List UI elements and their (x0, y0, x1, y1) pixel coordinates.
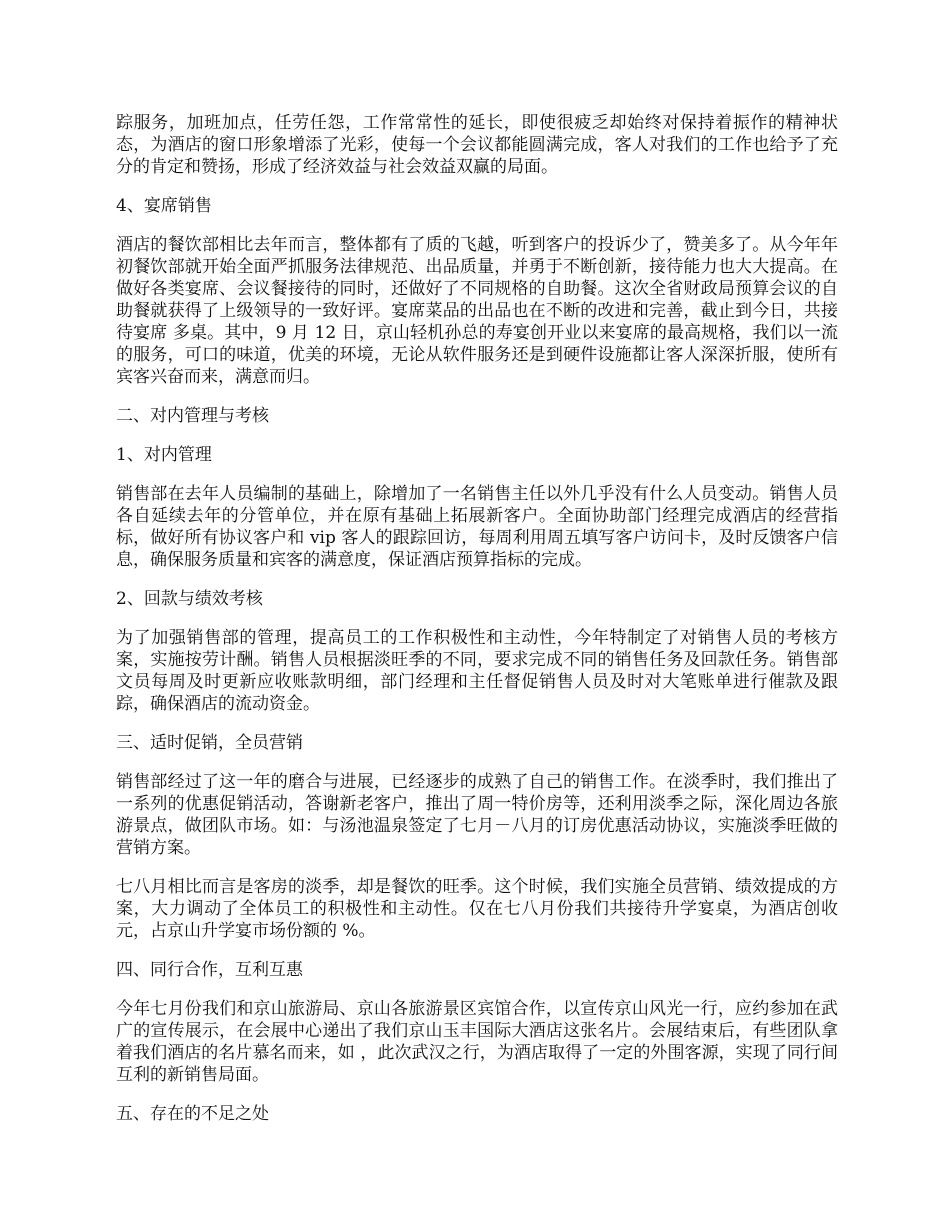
heading-internal-management: 1、对内管理 (116, 445, 212, 465)
heading-internal-management-assessment: 二、对内管理与考核 (116, 406, 269, 426)
paragraph-service-spirit: 踪服务，加班加点，任劳任怨，工作常常性的延长，即使很疲乏却始终对保持着振作的精神状态，为酒店的窗口形象增添了光彩，使每一个会议都能圆满完成，客人对我们的工作也给予了充分的肯定和赞扬，形成了经济效益与社会效益双赢的局面。 (116, 113, 838, 177)
heading-payment-performance: 2、回款与绩效考核 (116, 589, 263, 609)
heading-peer-cooperation: 四、同行合作，互利互惠 (116, 960, 303, 980)
paragraph-catering-dept: 酒店的餐饮部相比去年而言，整体都有了质的飞越，听到客户的投诉少了，赞美多了。从今年年初餐饮部就开始全面严抓服务法律规范、出品质量，并勇于不断创新，接待能力也大大提高。在做好各类宴席、会议餐接待的同时，还做好了不同规格的自助餐。这次全省财政局预算会议的自助餐就获得了上级领导的一致好评。宴席菜品的出品也在不断的改进和完善，截止到今日，共接待宴席 多桌。其中，9 月 12 日，京山轻机孙总的寿宴创开业以来宴席的最高规格，我们以一流的服务，可口的味道，优美的环境，无论从软件服务还是到硬件设施都让客人深深折服，使所有宾客兴奋而来，满意而归。 (116, 235, 838, 387)
paragraph-off-season-promotion: 销售部经过了这一年的磨合与进展，已经逐步的成熟了自己的销售工作。在淡季时，我们推出了一系列的优惠促销活动，答谢新老客户，推出了周一特价房等，还利用淡季之际，深化周边各旅游景点，做团队市场。如：与汤池温泉签定了七月－八月的订房优惠活动协议，实施淡季旺做的营销方案。 (116, 772, 838, 858)
paragraph-summer-banquets: 七八月相比而言是客房的淡季，却是餐饮的旺季。这个时候，我们实施全员营销、绩效提成的方案，大力调动了全体员工的积极性和主动性。仅在七八月份我们共接待升学宴桌，为酒店创收 元，占京山升学宴市场份额的 %。 (116, 877, 838, 941)
paragraph-sales-staffing: 销售部在去年人员编制的基础上，除增加了一名销售主任以外几乎没有什么人员变动。销售人员各自延续去年的分管单位，并在原有基础上拓展新客户。全面协助部门经理完成酒店的经营指标，做好所有协议客户和 vip 客人的跟踪回访，每周利用周五填写客户访问卡，及时反馈客户信息，确保服务质量和宾客的满意度，保证酒店预算指标的完成。 (116, 484, 838, 570)
heading-shortcomings: 五、存在的不足之处 (116, 1104, 269, 1124)
paragraph-tourism-cooperation: 今年七月份我们和京山旅游局、京山各旅游景区宾馆合作，以宣传京山风光一行，应约参加在武广的宣传展示，在会展中心递出了我们京山玉丰国际大酒店这张名片。会展结束后，有些团队拿着我们酒店的名片慕名而来，如 ，此次武汉之行，为酒店取得了一定的外围客源，实现了同行间互利的新销售局面。 (116, 999, 838, 1085)
document-body (116, 112, 838, 1142)
paragraph-assessment-plan: 为了加强销售部的管理，提高员工的工作积极性和主动性，今年特制定了对销售人员的考核方案，实施按劳计酬。销售人员根据淡旺季的不同，要求完成不同的销售任务及回款任务。销售部文员每周及时更新应收账款明细，部门经理和主任督促销售人员及时对大笔账单进行催款及跟踪，确保酒店的流动资金。 (116, 628, 838, 714)
heading-banquet-sales: 4、宴席销售 (116, 196, 212, 216)
heading-timely-promotion: 三、适时促销，全员营销 (116, 733, 303, 753)
